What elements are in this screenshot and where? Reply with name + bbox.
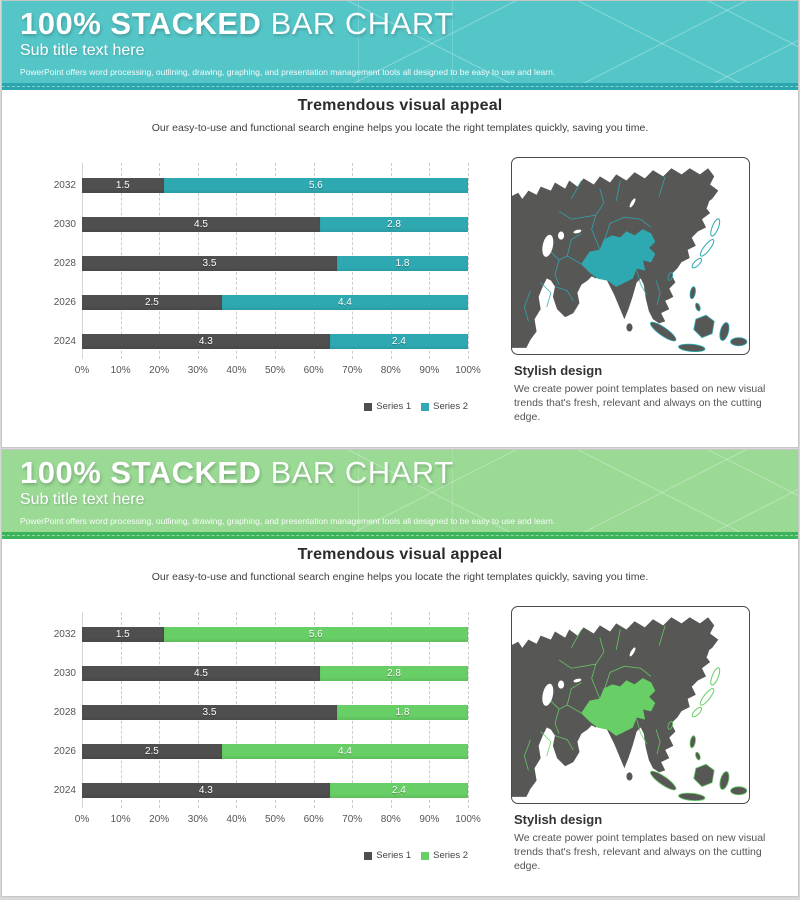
chart-bar-row — [53, 783, 468, 798]
chart-plot — [53, 612, 468, 808]
slide-title-light: BAR CHART — [270, 455, 454, 490]
chart-tick-label: 70% — [342, 814, 363, 825]
slide-description: PowerPoint offers word processing, outlining, drawing, graphing, and presentation management tools all designed to be easy to use and learn. — [20, 67, 556, 77]
chart-bar-segment: 1.5 — [82, 627, 164, 642]
chart-category-label: 2032 — [53, 180, 76, 191]
chart-tick-label: 100% — [455, 814, 481, 825]
chart-gridline — [468, 163, 469, 359]
chart-tick-label: 90% — [419, 365, 440, 376]
chart-bar-segment: 1.5 — [82, 178, 164, 193]
chart-x-axis — [74, 814, 481, 828]
chart-tick-label: 50% — [264, 365, 286, 376]
chart-bar-segment: 4.3 — [82, 334, 330, 349]
chart-bar-row — [53, 295, 468, 310]
chart-gridline — [468, 612, 469, 808]
chart-bar-row — [53, 744, 468, 759]
chart-bar-segment: 4.4 — [222, 744, 468, 759]
legend-item — [364, 850, 411, 861]
legend-item — [421, 401, 468, 412]
chart-category-label: 2026 — [53, 746, 76, 757]
chart-legend — [364, 401, 468, 412]
stacked-bar-chart — [46, 163, 481, 425]
chart-tick-label: 10% — [110, 814, 131, 825]
chart-tick-label: 20% — [149, 814, 170, 825]
chart-tick-label: 100% — [455, 365, 481, 376]
slide-header — [2, 1, 798, 83]
chart-category-label: 2024 — [53, 336, 76, 347]
chart-tick-label: 30% — [187, 814, 208, 825]
slide-subtitle: Sub title text here — [20, 42, 145, 59]
chart-bar-segment: 3.5 — [82, 705, 337, 720]
chart-plot — [53, 163, 468, 359]
chart-bar-segment: 2.4 — [330, 783, 468, 798]
map-caption-title: Stylish design — [514, 812, 603, 827]
chart-tick-label: 10% — [110, 365, 131, 376]
chart-tick-label: 60% — [303, 365, 324, 376]
chart-tick-label: 40% — [226, 365, 247, 376]
legend-label: Series 2 — [433, 850, 468, 861]
slide-title — [20, 7, 555, 41]
chart-bar-segment: 2.8 — [320, 217, 468, 232]
slide-title-bold: 100% STACKED — [20, 455, 262, 490]
content-subheading: Our easy-to-use and functional search engine helps you locate the right templates quickly, saving you time. — [151, 122, 649, 134]
slide-green — [1, 449, 799, 897]
chart-bar-segment: 2.5 — [82, 744, 222, 759]
asia-map — [511, 606, 750, 804]
slide-subtitle: Sub title text here — [20, 491, 145, 508]
content-heading: Tremendous visual appeal — [297, 97, 503, 114]
chart-bar-segment: 2.5 — [82, 295, 222, 310]
chart-tick-label: 60% — [303, 814, 324, 825]
legend-swatch-icon — [421, 403, 429, 411]
chart-bar-segment: 4.5 — [82, 666, 320, 681]
chart-bar-segment: 3.5 — [82, 256, 337, 271]
chart-category-label: 2028 — [53, 707, 76, 718]
chart-bar-row — [53, 334, 468, 349]
chart-legend — [364, 850, 468, 861]
content-subheading: Our easy-to-use and functional search engine helps you locate the right templates quickly, saving you time. — [151, 571, 649, 583]
chart-bar-segment: 5.6 — [164, 627, 468, 642]
slide-teal — [1, 0, 799, 448]
chart-tick-label: 80% — [380, 814, 401, 825]
asia-map — [511, 157, 750, 355]
legend-item — [421, 850, 468, 861]
chart-bar-segment: 1.8 — [337, 256, 468, 271]
map-caption-text: We create power point templates based on new visual trends that's fresh, relevant and always on the cutting edge. — [514, 383, 766, 424]
map-caption-text: We create power point templates based on new visual trends that's fresh, relevant and always on the cutting edge. — [514, 832, 766, 873]
chart-bar-segment: 4.3 — [82, 783, 330, 798]
slide-header — [2, 450, 798, 532]
chart-bar-row — [53, 627, 468, 642]
chart-tick-label: 0% — [74, 814, 90, 825]
header-accent-strip — [2, 532, 798, 539]
slide-title-light: BAR CHART — [270, 6, 454, 41]
chart-category-label: 2032 — [53, 629, 76, 640]
chart-tick-label: 30% — [187, 365, 208, 376]
chart-category-label: 2030 — [53, 219, 76, 230]
legend-swatch-icon — [364, 403, 372, 411]
chart-bar-segment: 4.5 — [82, 217, 320, 232]
chart-bar-row — [53, 217, 468, 232]
header-accent-strip — [2, 83, 798, 90]
chart-bar-row — [53, 666, 468, 681]
chart-x-axis — [74, 365, 481, 379]
legend-swatch-icon — [421, 852, 429, 860]
legend-label: Series 1 — [376, 850, 412, 861]
content-heading: Tremendous visual appeal — [297, 546, 503, 563]
chart-bar-row — [53, 178, 468, 193]
chart-bar-segment: 2.4 — [330, 334, 468, 349]
chart-bar-segment: 2.8 — [320, 666, 468, 681]
legend-swatch-icon — [364, 852, 372, 860]
slide-title-bold: 100% STACKED — [20, 6, 262, 41]
chart-tick-label: 20% — [149, 365, 170, 376]
legend-label: Series 1 — [376, 401, 412, 412]
chart-category-label: 2024 — [53, 785, 76, 796]
chart-bar-row — [53, 256, 468, 271]
legend-item — [364, 401, 411, 412]
chart-tick-label: 40% — [226, 814, 247, 825]
chart-tick-label: 80% — [380, 365, 401, 376]
map-caption-title: Stylish design — [514, 363, 603, 378]
legend-label: Series 2 — [433, 401, 468, 412]
stacked-bar-chart — [46, 612, 481, 874]
chart-bar-segment: 4.4 — [222, 295, 468, 310]
chart-bar-segment: 1.8 — [337, 705, 468, 720]
chart-tick-label: 50% — [264, 814, 286, 825]
chart-tick-label: 0% — [74, 365, 90, 376]
chart-tick-label: 70% — [342, 365, 363, 376]
chart-category-label: 2028 — [53, 258, 76, 269]
chart-bar-segment: 5.6 — [164, 178, 468, 193]
chart-category-label: 2026 — [53, 297, 76, 308]
chart-tick-label: 90% — [419, 814, 440, 825]
chart-bar-row — [53, 705, 468, 720]
slide-description: PowerPoint offers word processing, outlining, drawing, graphing, and presentation management tools all designed to be easy to use and learn. — [20, 516, 556, 526]
slide-title — [20, 456, 555, 490]
chart-category-label: 2030 — [53, 668, 76, 679]
